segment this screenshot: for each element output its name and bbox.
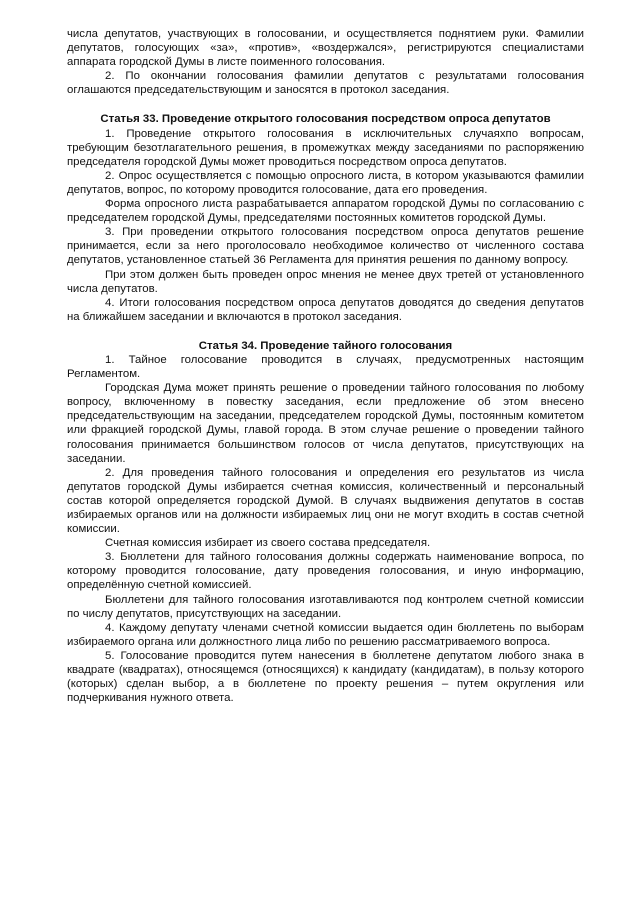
paragraph: Счетная комиссия избирает из своего состава председателя. <box>105 537 431 550</box>
paragraph: Городская Дума может принять решение о проведении тайного голосования по любому вопросу, включенному в повестку заседания, если предложение об этом внесено председательствующим на заседании, председателем городской Думы, постоянным комитетом или фракцией городской Думы, главой города. В этом случае решение о проведении тайного голосования принимается большинством голосов от числа депутатов, присутствующих на заседании. <box>67 382 584 465</box>
paragraph: 2. По окончании голосования фамилии депутатов с результатами голосования оглашаются председательствующим и заносятся в протокол заседания. <box>67 70 584 97</box>
paragraph: 4. Итоги голосования посредством опроса депутатов доводятся до сведения депутатов на ближайшем заседании и включаются в протокол заседания. <box>67 296 584 323</box>
paragraph: Бюллетени для тайного голосования изготавливаются под контролем счетной комиссии по числу депутатов, присутствующих на заседании. <box>67 593 584 620</box>
paragraph: 1. Тайное голосование проводится в случаях, предусмотренных настоящим Регламентом. <box>67 353 584 381</box>
paragraph: 3. Бюллетени для тайного голосования должны содержать наименование вопроса, по которому проводится голосование, дату проведения голосования, и иную информацию, определённую счетной комиссией. <box>67 551 584 592</box>
document-page <box>67 27 584 705</box>
paragraph: Форма опросного листа разрабатывается аппаратом городской Думы по согласованию с председателем городской Думы, председателями постоянных комитетов городской Думы. <box>67 198 584 225</box>
paragraph: 2. Для проведения тайного голосования и определения его результатов из числа депутатов городской Думы избирается счетная комиссия, количественный и персональный состав которой определяется городской Думой. В случаях выдвижения депутатов в состав избираемых органов или на должности избираемых лиц они не могут входить в состав счетной комиссии. <box>67 466 584 536</box>
paragraph: 1. Проведение открытого голосования в исключительных случаяхпо вопросам, требующим безотлагательного решения, в промежутках между заседаниями по распоряжению председателя городской Думы может проводиться посредством опроса депутатов. <box>67 127 584 168</box>
paragraph: 5. Голосование проводится путем нанесения в бюллетене депутатом любого знака в квадрате (квадратах), относящемся (относящихся) к кандидату (кандидатам), в пользу которого (которых) сделан выбор, а в бюллетене по проекту решения – путем округления или подчеркивания нужного ответа. <box>67 649 584 705</box>
paragraph: числа депутатов, участвующих в голосовании, и осуществляется поднятием руки. Фамилии депутатов, голосующих «за», «против», «воздержался», регистрируются специалистами аппарата городской Думы в листе поименного голосования. <box>67 28 584 69</box>
article-33-title: Статья 33. Проведение открытого голосования посредством опроса депутатов <box>100 113 551 126</box>
section-gap <box>67 97 584 112</box>
paragraph: При этом должен быть проведен опрос мнения не менее двух третей от установленного числа депутатов. <box>67 268 584 295</box>
article-34-title: Статья 34. Проведение тайного голосования <box>198 339 453 352</box>
section-gap <box>67 324 584 339</box>
paragraph: 2. Опрос осуществляется с помощью опросного листа, в котором указываются фамилии депутатов, вопрос, по которому проводится голосование, дата его проведения. <box>67 169 584 196</box>
paragraph: 4. Каждому депутату членами счетной комиссии выдается один бюллетень по выборам избираемого органа или должностного лица либо по решению рассматриваемого вопроса. <box>67 621 584 648</box>
paragraph: 3. При проведении открытого голосования посредством опроса депутатов решение принимается, если за него проголосовало необходимое количество от численного состава депутатов, установленное статьей 36 Регламента для принятия решения по данному вопросу. <box>67 226 584 267</box>
